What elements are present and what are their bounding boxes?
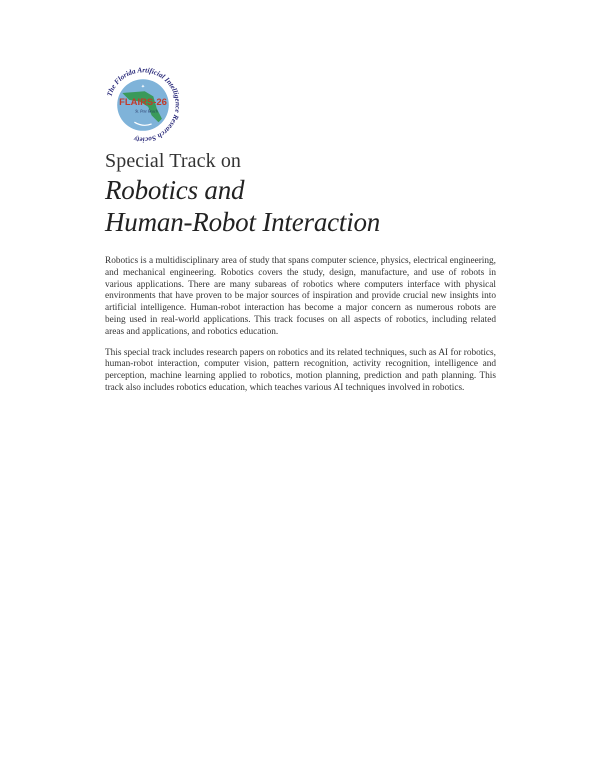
description-paragraph-2: This special track includes research papers on robotics and its related techniques, such as AI for robotics, human-robot interaction, computer vision, pattern recognition, activity recognition, intelligence and perception, machine learning applied to robotics, motion planning, prediction and path planning. This track also includes robotics education, which teaches various AI techniques involved in robotics. — [105, 347, 496, 393]
title-line-2: Human-Robot Interaction — [105, 207, 381, 237]
flairs-seal-icon — [100, 62, 186, 148]
track-description — [105, 256, 496, 404]
flairs-logo — [100, 62, 186, 148]
logo-ring-text: The Florida Artificial Intelligence Research Society — [105, 66, 182, 144]
logo-name: FLAIRS-26 — [119, 97, 167, 108]
page-title — [105, 174, 380, 238]
title-line-1: Robotics and — [105, 175, 245, 205]
track-label: Special Track on — [105, 150, 242, 172]
description-paragraph-1: Robotics is a multidisciplinary area of study that spans computer science, physics, electrical engineering, and mechanical engineering. Robotics covers the study, design, manufacture, and use of robots in various applications. There are many subareas of robotics where computers interface with physical environments that have proven to be major sources of inspiration and provide crucial new insights into artificial intelligence. Human-robot interaction has become a major concern as numerous robots are being used in real-world applications. This track focuses on all aspects of robotics, including related areas and applications, and robotics education. — [105, 256, 496, 337]
svg-text:✦: ✦ — [140, 83, 146, 90]
logo-tagline: St. Pete Beach — [135, 109, 158, 114]
